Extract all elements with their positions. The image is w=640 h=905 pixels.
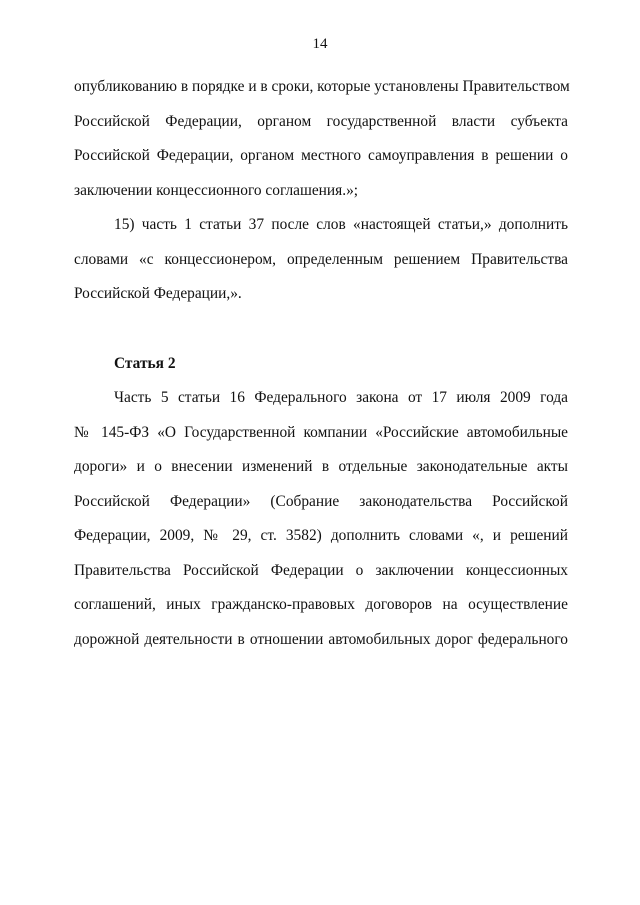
text-line: заключении концессионного соглашения.»; [74, 181, 359, 199]
paragraph-item-15 [74, 208, 568, 312]
document-body [74, 70, 568, 657]
text-line: 15) часть 1 статьи 37 после слов «настоящей статьи,» дополнить [114, 216, 568, 233]
text-line: соглашений, иных гражданско-правовых договоров на осуществление [74, 596, 568, 613]
text-line: Российской Федерации, органом местного самоуправления в решении о [74, 147, 568, 164]
page-number: 14 [312, 36, 328, 52]
text-line: Правительства Российской Федерации о заключении концессионных [74, 561, 568, 579]
text-line: опубликованию в порядке и в сроки, которые установлены Правительством [74, 78, 570, 95]
paragraph-continuation [74, 70, 568, 208]
article-heading: Статья 2 [114, 354, 176, 372]
text-line: Часть 5 статьи 16 Федерального закона от 17 июля 2009 года [114, 389, 568, 406]
text-line: Российской Федерации, органом государственной власти субъекта [74, 112, 568, 130]
text-line: словами «с концессионером, определенным решением Правительства [74, 250, 568, 268]
paragraph-article-2 [74, 381, 568, 657]
text-line: Российской Федерации,». [74, 285, 242, 302]
text-line: дорожной деятельности в отношении автомобильных дорог федерального [74, 630, 568, 648]
text-line: дороги» и о внесении изменений в отдельные законодательные акты [74, 458, 568, 475]
text-line: Российской Федерации» (Собрание законодательства Российской [74, 492, 568, 510]
text-line: Федерации, 2009, № 29, ст. 3582) дополнить словами «, и решений [74, 527, 568, 544]
text-line: № 145-ФЗ «О Государственной компании «Российские автомобильные [74, 423, 568, 441]
